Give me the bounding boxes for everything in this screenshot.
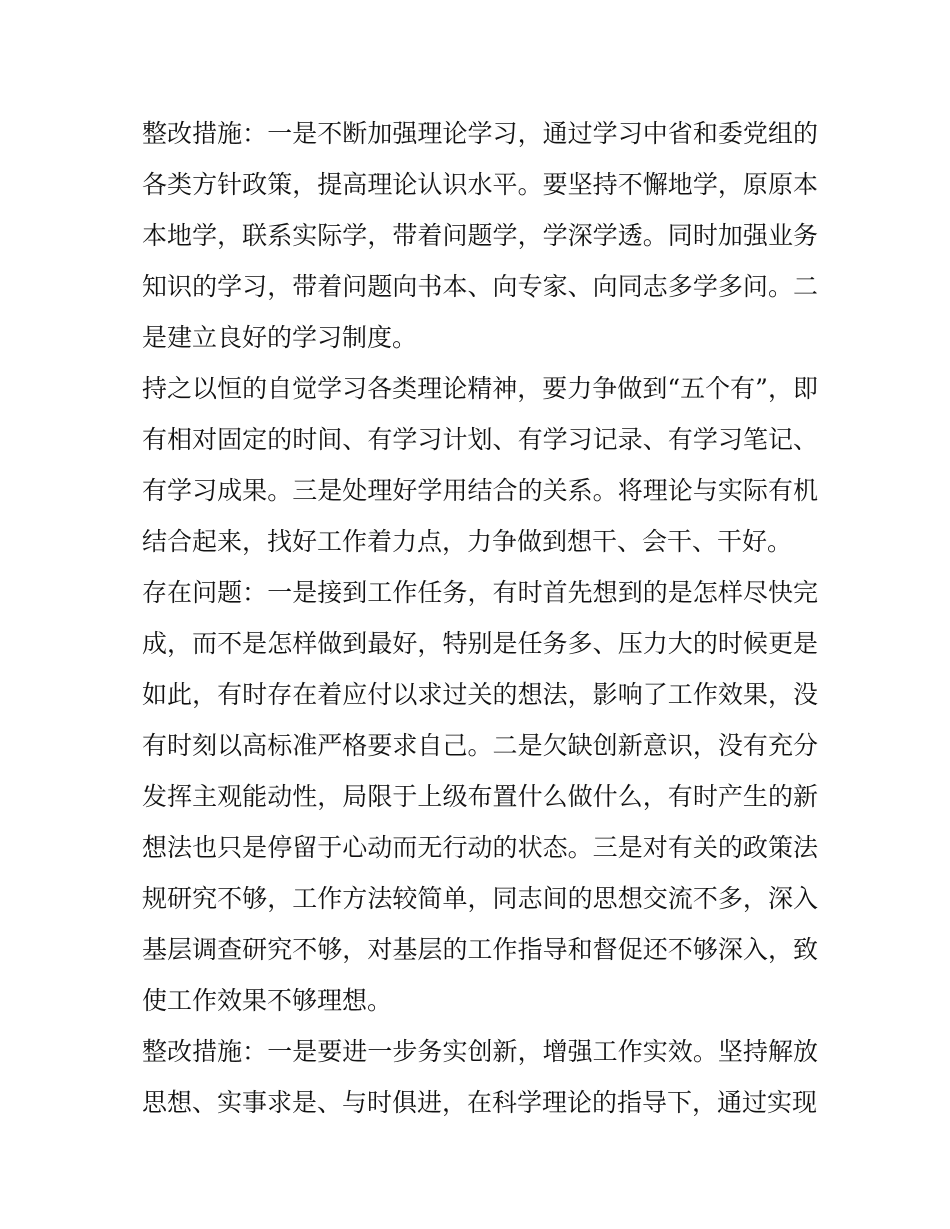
paragraph-existing-problems: 存在问题：一是接到工作任务，有时首先想到的是怎样尽快完成，而不是怎样做到最好，特别是任务多、压力大的时候更是如此，有时存在着应付以求过关的想法，影响了工作效果，没有时刻以高标准严格要求自己。二是欠缺创新意识，没有充分发挥主观能动性，局限于上级布置什么做什么，有时产生的新想法也只是停留于心动而无行动的状态。三是对有关的政策法规研究不够，工作方法较简单，同志间的思想交流不多，深入基层调查研究不够，对基层的工作指导和督促还不够深入，致使工作效果不够理想。 bbox=[142, 578, 818, 1015]
paragraph-study-persistence: 持之以恒的自觉学习各类理论精神，要力争做到“五个有”，即有相对固定的时间、有学习计划、有学习记录、有学习笔记、有学习成果。三是处理好学用结合的关系。将理论与实际有机结合起来，找好工作着力点，力争做到想干、会干、干好。 bbox=[142, 374, 818, 556]
document-body bbox=[142, 108, 818, 1128]
paragraph-rectification-measures-1: 整改措施：一是不断加强理论学习，通过学习中省和委党组的各类方针政策，提高理论认识水平。要坚持不懈地学，原原本本地学，联系实际学，带着问题学，学深学透。同时加强业务知识的学习，带着问题向书本、向专家、向同志多学多问。二是建立良好的学习制度。 bbox=[142, 119, 818, 352]
paragraph-rectification-measures-2: 整改措施：一是要进一步务实创新，增强工作实效。坚持解放思想、实事求是、与时俱进，在科学理论的指导下，通过实现 bbox=[142, 1037, 818, 1117]
